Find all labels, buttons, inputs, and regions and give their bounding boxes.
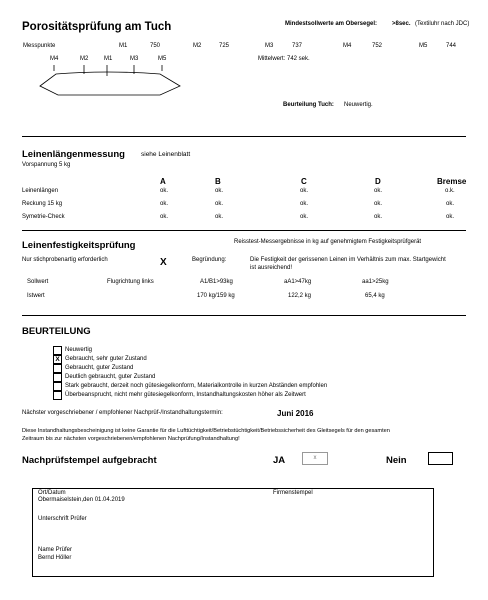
assessment-checkbox[interactable] xyxy=(53,346,62,355)
stichprobe-label: Nur stichprobenartig erforderlich xyxy=(22,257,108,263)
wing-outline-diagram xyxy=(38,62,188,102)
istwert-value: 170 kg/159 kg xyxy=(197,293,235,299)
section-divider xyxy=(22,230,466,231)
unterschrift-label: Unterschrift Prüfer xyxy=(38,516,87,522)
cell: ok. xyxy=(374,214,383,220)
beurteilung-title: BEURTEILUNG xyxy=(22,326,91,337)
assessment-label: Deutlich gebraucht, guter Zustand xyxy=(65,374,156,380)
festigkeit-header-note: Reisstest-Messergebnisse in kg auf genehmigtem Festigkeitsprüfgerät xyxy=(234,239,422,245)
measurement-point: M5 xyxy=(419,43,428,49)
cell: ok. xyxy=(215,201,224,207)
measurement-point: M2 xyxy=(193,43,202,49)
diagram-label: M5 xyxy=(158,56,167,62)
cell: ok. xyxy=(446,214,455,220)
sollwert-label: Sollwert xyxy=(27,279,49,285)
stempel-title: Nachprüfstempel aufgebracht xyxy=(22,455,157,466)
begruendung-text: ist ausreichend! xyxy=(250,265,293,271)
row-label: Reckung 15 kg xyxy=(22,201,63,207)
flugrichtung: Flugrichtung links xyxy=(107,279,154,285)
cell: ok. xyxy=(160,214,169,220)
beurteilung-tuch-value: Neuwertig. xyxy=(344,102,373,108)
assessment-label: Gebraucht, sehr guter Zustand xyxy=(65,356,147,362)
cell: ok. xyxy=(300,188,309,194)
vorspannung: Vorspannung 5 kg xyxy=(22,162,71,168)
istwert-label: Istwert xyxy=(27,293,45,299)
cell: ok. xyxy=(215,188,224,194)
row-label: Symetrie-Check xyxy=(22,214,65,220)
measurement-point: M3 xyxy=(265,43,274,49)
column-header: B xyxy=(215,177,221,186)
section-divider xyxy=(22,315,466,316)
ort-label: Ort/Datum xyxy=(38,490,66,496)
measurement-value: 737 xyxy=(292,43,303,49)
column-header: C xyxy=(301,177,307,186)
firmenstempel-label: Firmenstempel xyxy=(273,490,313,496)
disclaimer: Diese Instandhaltungsbescheinigung ist keine Garantie für die Lufttüchtigkeit/Betriebstüchtigkeit/Betriebssicherheit des Gleitsegels für den gesamten xyxy=(22,428,390,434)
leinen-subtitle: siehe Leinenblatt xyxy=(141,151,191,158)
leinen-title: Leinenlängenmessung xyxy=(22,149,125,160)
cell: ok. xyxy=(446,201,455,207)
festigkeit-title: Leinenfestigkeitsprüfung xyxy=(22,240,136,251)
min-note: (Textiluhr nach JDC) xyxy=(415,21,470,27)
assessment-checkbox[interactable] xyxy=(53,364,62,373)
beurteilung-tuch-label: Beurteilung Tuch: xyxy=(283,102,334,108)
cell: ok. xyxy=(215,214,224,220)
ort-value: Obermaiselstein,den 01.04.2019 xyxy=(38,497,125,503)
column-header: Bremse xyxy=(437,177,467,186)
cell: o.k. xyxy=(445,188,455,194)
istwert-value: 65,4 kg xyxy=(365,293,385,299)
measurement-value: 752 xyxy=(372,43,383,49)
assessment-checkbox[interactable] xyxy=(53,373,62,382)
diagram-label: M2 xyxy=(80,56,89,62)
mittelwert: Mittelwert: 742 sek. xyxy=(258,56,310,62)
porosity-title: Porositätsprüfung am Tuch xyxy=(22,21,172,33)
measurement-point: M1 xyxy=(119,43,128,49)
min-value: >8sec. xyxy=(392,21,411,27)
begruendung-text: Die Festigkeit der gerissenen Leinen im Verhältnis zum max. Startgewicht xyxy=(250,257,446,263)
section-divider xyxy=(22,136,466,137)
disclaimer: Zeitraum bis zur nächsten vorgeschriebenen/empfohlenen Nachprüfung/Instandhaltung! xyxy=(22,436,240,442)
next-date-value: Juni 2016 xyxy=(277,409,314,418)
assessment-label: Stark gebraucht, derzeit noch gütesiegelkonform, Materialkontrolle in kurzen Abständen empfohlen xyxy=(65,383,328,389)
nein-label: Nein xyxy=(386,455,407,466)
sollwert-value: A1/B1>93kg xyxy=(200,279,233,285)
row-label: Leinenlängen xyxy=(22,188,59,194)
measurement-point: M4 xyxy=(343,43,352,49)
messpunkte-label: Messpunkte xyxy=(23,43,56,49)
measurement-value: 725 xyxy=(219,43,230,49)
measurement-value: 744 xyxy=(446,43,457,49)
cell: ok. xyxy=(374,188,383,194)
sollwert-value: aa1>25kg xyxy=(362,279,389,285)
sollwert-value: aA1>47kg xyxy=(284,279,312,285)
diagram-label: M1 xyxy=(104,56,113,62)
ja-checkbox[interactable]: x xyxy=(302,452,328,465)
assessment-checkbox[interactable]: X xyxy=(53,355,62,364)
cell: ok. xyxy=(374,201,383,207)
istwert-value: 122,2 kg xyxy=(288,293,312,299)
assessment-label: Überbeansprucht, nicht mehr gütesiegelkonform, Instandhaltungskosten höher als Zeitwert xyxy=(65,392,306,398)
name-label: Name Prüfer xyxy=(38,547,73,553)
assessment-label: Neuwertig xyxy=(65,347,93,353)
assessment-checkbox[interactable] xyxy=(53,382,62,391)
min-label: Mindestsollwerte am Obersegel: xyxy=(285,21,378,27)
cell: ok. xyxy=(160,188,169,194)
cell: ok. xyxy=(300,214,309,220)
cell: ok. xyxy=(300,201,309,207)
name-value: Bernd Höller xyxy=(38,555,72,561)
column-header: D xyxy=(375,177,381,186)
ja-label: JA xyxy=(273,455,286,466)
assessment-label: Gebraucht, guter Zustand xyxy=(65,365,134,371)
diagram-label: M3 xyxy=(130,56,139,62)
stichprobe-mark: X xyxy=(160,257,167,268)
nein-checkbox[interactable] xyxy=(428,452,453,465)
cell: ok. xyxy=(160,201,169,207)
next-date-label: Nächster vorgeschriebener / empfohlener Nachprüf-/Instandhaltungstermin: xyxy=(22,410,223,416)
diagram-label: M4 xyxy=(50,56,59,62)
column-header: A xyxy=(160,177,166,186)
measurement-value: 750 xyxy=(150,43,161,49)
assessment-checkbox[interactable] xyxy=(53,391,62,400)
begruendung-label: Begründung: xyxy=(192,257,227,263)
